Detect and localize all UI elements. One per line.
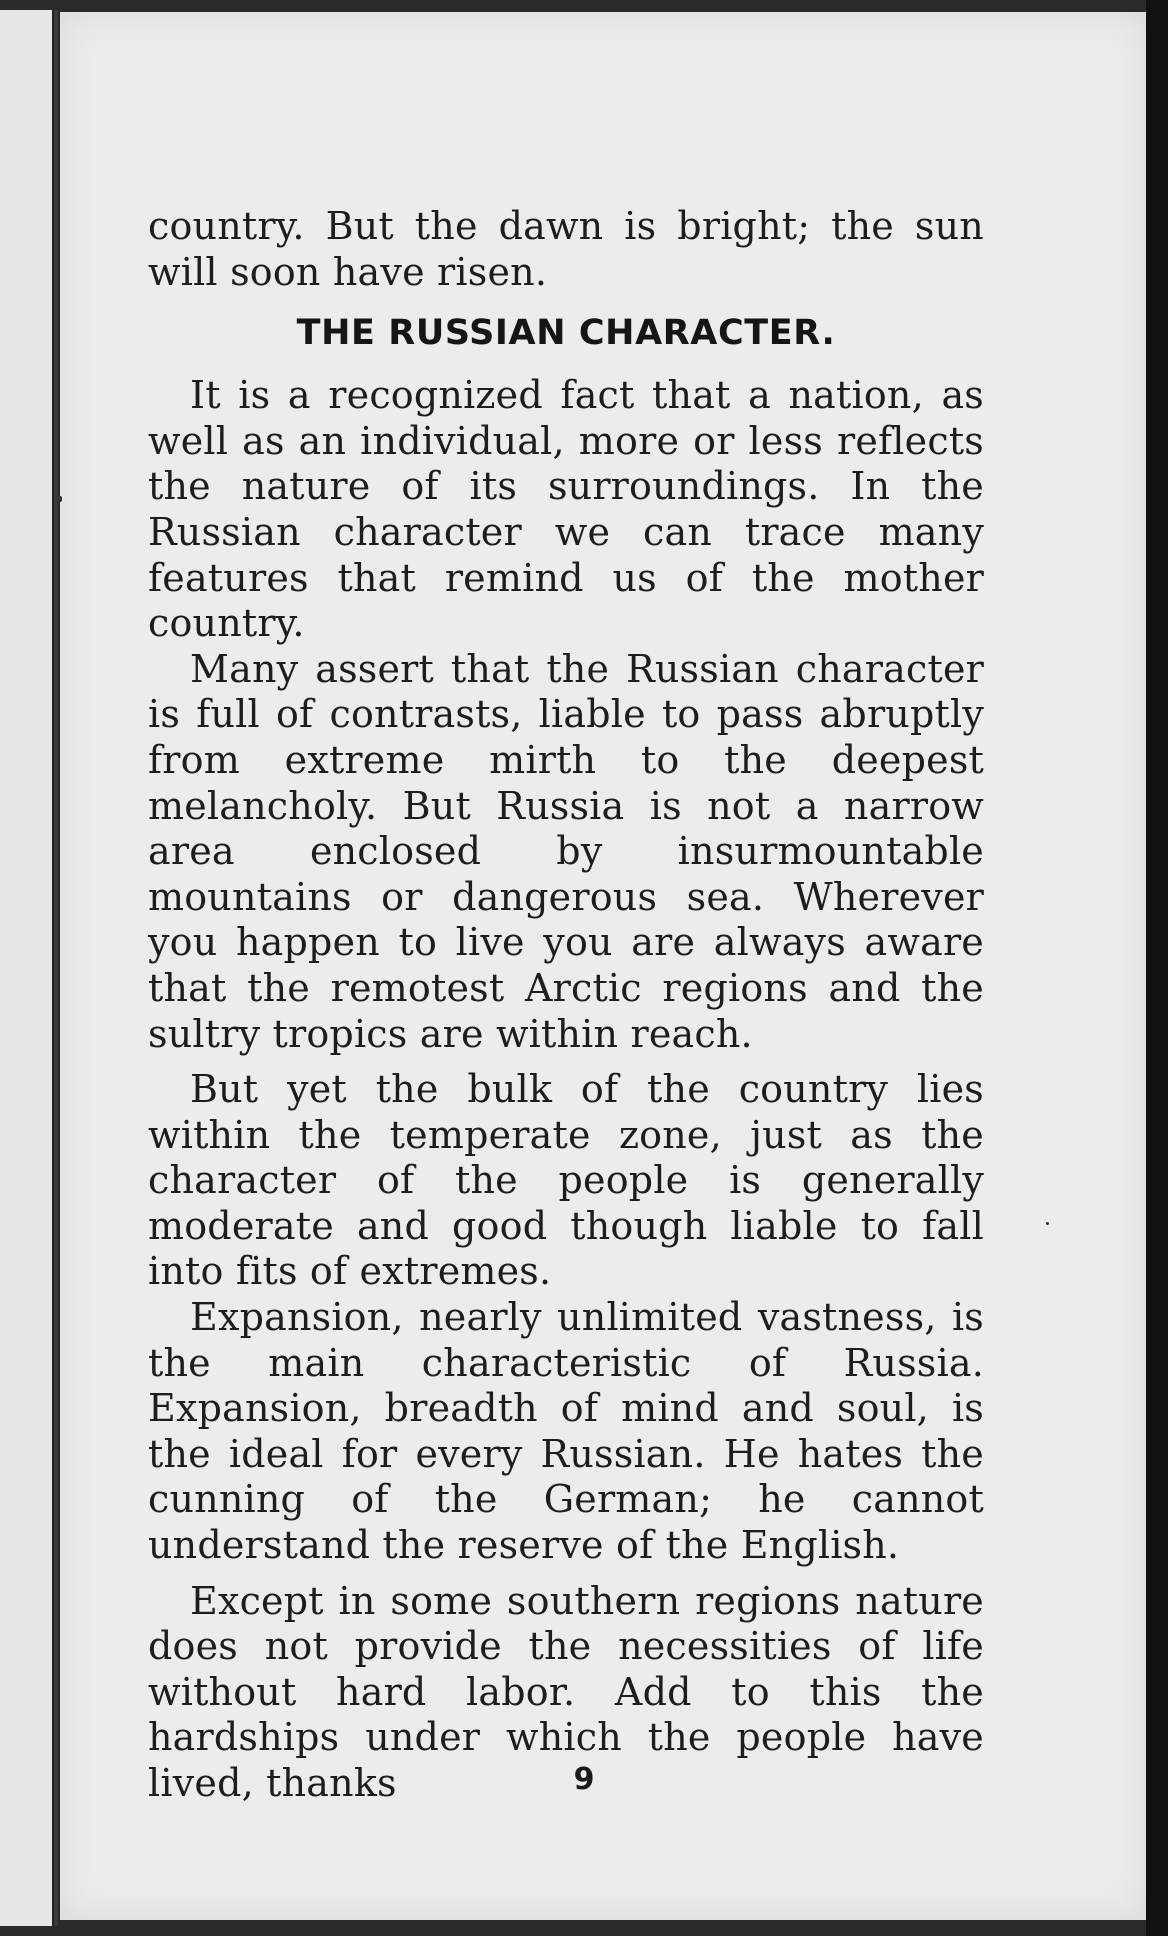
page-number: 9 — [573, 1762, 595, 1797]
paragraph-3: But yet the bulk of the country lies within the temperate zone, just as the character of the people is generally moderate and good though liable to fall into fits of extremes. — [148, 1067, 984, 1294]
page-binding-edge — [54, 10, 58, 1926]
scan-speck — [1046, 1222, 1049, 1225]
scan-border — [1146, 0, 1168, 1936]
scan-speck — [58, 496, 62, 502]
paragraph-4: Expansion, nearly unlimited vastness, is the main characteristic of Russia. Expansion, breadth of mind and soul, is the ideal for every Russian. He hates the cunning of the German; he cannot understand the reserve of the English. — [148, 1295, 984, 1568]
paragraph-5: Except in some southern regions nature does not provide the necessities of life without hard labor. Add to this the hardships under which the people have lived, thanks — [148, 1578, 984, 1805]
page-text — [148, 204, 984, 1807]
facing-page-edge — [0, 10, 55, 1926]
continued-paragraph: country. But the dawn is bright; the sun will soon have risen. — [148, 204, 984, 294]
paragraph-2: Many assert that the Russian character is full of contrasts, liable to pass abruptly from extreme mirth to the deepest melancholy. But Russia is not a narrow area enclosed by insurmountable mountains or dangerous sea. Wherever you happen to live you are always aware that the remotest Arctic regions and the sultry tropics are within reach. — [148, 646, 984, 1056]
section-heading: THE RUSSIAN CHARACTER. — [296, 313, 836, 354]
paragraph-1: It is a recognized fact that a nation, as well as an individual, more or less reflects the nature of its surroundings. In the Russian character we can trace many features that remind us of the mother country. — [148, 373, 984, 646]
